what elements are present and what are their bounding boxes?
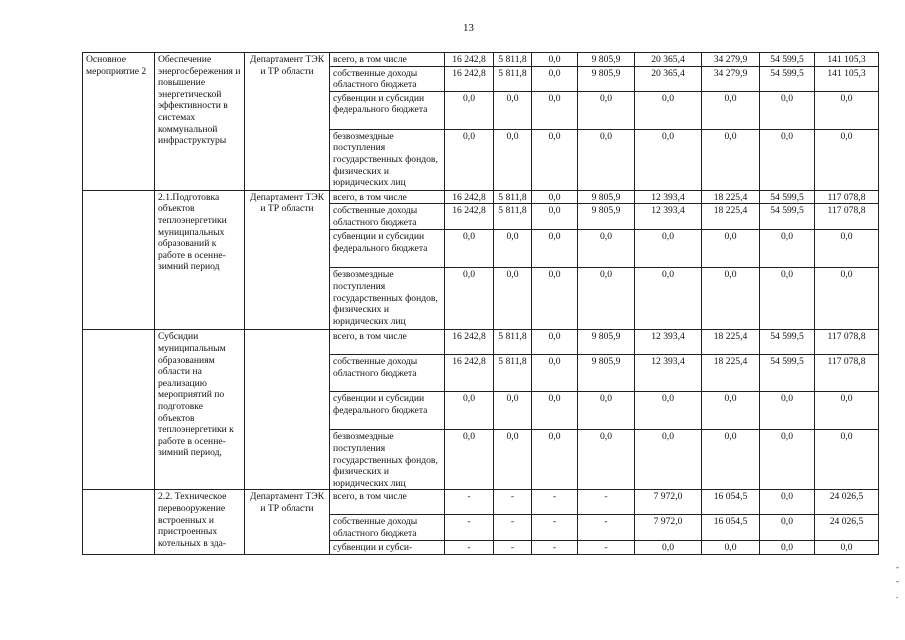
value-cell: 5 811,8	[494, 53, 532, 67]
value-cell: 0,0	[702, 91, 760, 129]
funding-source-cell: собственные доходы областного бюджета	[330, 204, 445, 230]
value-cell: 0,0	[494, 129, 532, 190]
value-cell: 0,0	[760, 268, 815, 330]
value-cell: 0,0	[578, 129, 635, 190]
activity-cell: Основное мероприятие 2	[83, 53, 155, 191]
executor-cell: Департамент ТЭК и ТР области	[245, 190, 330, 330]
value-cell: 0,0	[532, 66, 578, 91]
value-cell: 0,0	[494, 268, 532, 330]
value-cell: 54 599,5	[760, 330, 815, 355]
value-cell: 0,0	[760, 91, 815, 129]
value-cell: 9 805,9	[578, 53, 635, 67]
edge-mark: -	[896, 562, 899, 572]
funding-source-cell: субвенции и субсидии федерального бюджета	[330, 392, 445, 430]
value-cell: 16 242,8	[445, 330, 494, 355]
executor-cell: Департамент ТЭК и ТР области	[245, 490, 330, 554]
value-cell: -	[532, 540, 578, 554]
measure-cell: 2.1.Подготовка объектов теплоэнергетики муниципальных образований к работе в осенне-зимний период	[155, 190, 245, 330]
value-cell: 16 242,8	[445, 66, 494, 91]
value-cell: 7 972,0	[635, 515, 702, 540]
funding-source-cell: всего, в том числе	[330, 490, 445, 515]
value-cell: 34 279,9	[702, 53, 760, 67]
value-cell: 0,0	[532, 230, 578, 268]
value-cell: 0,0	[702, 230, 760, 268]
value-cell: 9 805,9	[578, 330, 635, 355]
value-cell: 9 805,9	[578, 204, 635, 230]
value-cell: 0,0	[815, 540, 879, 554]
value-cell: 0,0	[760, 490, 815, 515]
funding-source-cell: субвенции и субсидии федерального бюджета	[330, 91, 445, 129]
value-cell: 34 279,9	[702, 66, 760, 91]
funding-source-cell: субвенции и субсидии федерального бюджета	[330, 230, 445, 268]
value-cell: 0,0	[445, 430, 494, 490]
value-cell: -	[532, 490, 578, 515]
value-cell: 0,0	[494, 430, 532, 490]
value-cell: -	[578, 490, 635, 515]
value-cell: 0,0	[815, 91, 879, 129]
funding-source-cell: всего, в том числе	[330, 53, 445, 67]
value-cell: 12 393,4	[635, 355, 702, 392]
activity-cell	[83, 190, 155, 330]
value-cell: 0,0	[702, 392, 760, 430]
value-cell: -	[532, 515, 578, 540]
measure-cell: Обеспечение энергосбережения и повышение энергетической эффективности в системах коммунальной инфраструктуры	[155, 53, 245, 191]
value-cell: 16 242,8	[445, 355, 494, 392]
value-cell: 0,0	[635, 268, 702, 330]
value-cell: 0,0	[702, 430, 760, 490]
value-cell: 0,0	[815, 392, 879, 430]
value-cell: 18 225,4	[702, 190, 760, 204]
value-cell: 0,0	[494, 91, 532, 129]
value-cell: 117 078,8	[815, 330, 879, 355]
value-cell: 0,0	[702, 540, 760, 554]
table-row	[83, 490, 879, 515]
value-cell: -	[445, 515, 494, 540]
value-cell: 0,0	[635, 129, 702, 190]
value-cell: -	[578, 540, 635, 554]
executor-cell	[245, 330, 330, 490]
value-cell: 0,0	[532, 190, 578, 204]
value-cell: 0,0	[532, 91, 578, 129]
funding-source-cell: безвозмездные поступления государственных фондов, физических и юридических лиц	[330, 430, 445, 490]
value-cell: 0,0	[532, 204, 578, 230]
value-cell: 0,0	[635, 230, 702, 268]
funding-source-cell: собственные доходы областного бюджета	[330, 66, 445, 91]
value-cell: 5 811,8	[494, 66, 532, 91]
funding-source-cell: всего, в том числе	[330, 190, 445, 204]
budget-table-body	[83, 53, 879, 555]
value-cell: 18 225,4	[702, 330, 760, 355]
value-cell: 0,0	[445, 230, 494, 268]
funding-source-cell: всего, в том числе	[330, 330, 445, 355]
value-cell: 54 599,5	[760, 355, 815, 392]
value-cell: -	[445, 540, 494, 554]
value-cell: 16 054,5	[702, 515, 760, 540]
value-cell: 141 105,3	[815, 66, 879, 91]
edge-marks	[896, 560, 899, 602]
value-cell: 54 599,5	[760, 190, 815, 204]
value-cell: 0,0	[445, 268, 494, 330]
value-cell: 0,0	[532, 355, 578, 392]
value-cell: -	[445, 490, 494, 515]
table-row	[83, 190, 879, 204]
value-cell: -	[494, 490, 532, 515]
funding-source-cell: собственные доходы областного бюджета	[330, 355, 445, 392]
table-row	[83, 53, 879, 67]
value-cell: -	[494, 540, 532, 554]
value-cell: 5 811,8	[494, 355, 532, 392]
value-cell: 5 811,8	[494, 190, 532, 204]
value-cell: 0,0	[532, 330, 578, 355]
value-cell: 0,0	[635, 540, 702, 554]
value-cell: 7 972,0	[635, 490, 702, 515]
measure-cell: 2.2. Техническое перевооружение встроенных и пристроенных котельных в зда-	[155, 490, 245, 554]
value-cell: 0,0	[494, 230, 532, 268]
value-cell: 141 105,3	[815, 53, 879, 67]
value-cell: 16 242,8	[445, 190, 494, 204]
value-cell: 16 242,8	[445, 204, 494, 230]
activity-cell	[83, 330, 155, 490]
value-cell: 9 805,9	[578, 190, 635, 204]
value-cell: 0,0	[635, 392, 702, 430]
value-cell: 16 242,8	[445, 53, 494, 67]
value-cell: 0,0	[635, 91, 702, 129]
value-cell: 0,0	[760, 540, 815, 554]
value-cell: 0,0	[578, 268, 635, 330]
value-cell: 0,0	[578, 392, 635, 430]
value-cell: 0,0	[815, 230, 879, 268]
value-cell: 24 026,5	[815, 515, 879, 540]
activity-cell	[83, 490, 155, 554]
value-cell: 0,0	[532, 53, 578, 67]
value-cell: 18 225,4	[702, 355, 760, 392]
value-cell: 0,0	[702, 268, 760, 330]
value-cell: 0,0	[532, 129, 578, 190]
value-cell: 0,0	[445, 91, 494, 129]
value-cell: 54 599,5	[760, 53, 815, 67]
value-cell: 5 811,8	[494, 330, 532, 355]
value-cell: 5 811,8	[494, 204, 532, 230]
value-cell: 117 078,8	[815, 190, 879, 204]
value-cell: 0,0	[578, 91, 635, 129]
value-cell: -	[494, 515, 532, 540]
executor-cell: Департамент ТЭК и ТР области	[245, 53, 330, 191]
value-cell: 54 599,5	[760, 204, 815, 230]
funding-source-cell: собственные доходы областного бюджета	[330, 515, 445, 540]
value-cell: 0,0	[445, 392, 494, 430]
edge-mark: -	[896, 576, 899, 586]
value-cell: 24 026,5	[815, 490, 879, 515]
value-cell: 0,0	[494, 392, 532, 430]
value-cell: 117 078,8	[815, 355, 879, 392]
value-cell: 20 365,4	[635, 53, 702, 67]
funding-source-cell: безвозмездные поступления государственных фондов, физических и юридических лиц	[330, 129, 445, 190]
value-cell: 0,0	[815, 268, 879, 330]
value-cell: 0,0	[760, 392, 815, 430]
value-cell: 16 054,5	[702, 490, 760, 515]
value-cell: 12 393,4	[635, 204, 702, 230]
value-cell: 0,0	[532, 392, 578, 430]
value-cell: 12 393,4	[635, 190, 702, 204]
value-cell: 9 805,9	[578, 66, 635, 91]
value-cell: 0,0	[445, 129, 494, 190]
value-cell: 9 805,9	[578, 355, 635, 392]
funding-source-cell: субвенции и субси-	[330, 540, 445, 554]
page-number: 13	[463, 22, 474, 34]
value-cell: 0,0	[760, 230, 815, 268]
budget-table	[82, 52, 879, 555]
value-cell: 0,0	[578, 230, 635, 268]
value-cell: 18 225,4	[702, 204, 760, 230]
value-cell: 12 393,4	[635, 330, 702, 355]
value-cell: -	[578, 515, 635, 540]
value-cell: 0,0	[760, 515, 815, 540]
value-cell: 0,0	[635, 430, 702, 490]
value-cell: 20 365,4	[635, 66, 702, 91]
value-cell: 0,0	[760, 430, 815, 490]
edge-mark: .	[896, 590, 899, 600]
value-cell: 0,0	[760, 129, 815, 190]
funding-source-cell: безвозмездные поступления государственных фондов, физических и юридических лиц	[330, 268, 445, 330]
value-cell: 0,0	[702, 129, 760, 190]
value-cell: 0,0	[532, 268, 578, 330]
value-cell: 0,0	[815, 129, 879, 190]
value-cell: 54 599,5	[760, 66, 815, 91]
table-row	[83, 330, 879, 355]
value-cell: 0,0	[532, 430, 578, 490]
value-cell: 0,0	[815, 430, 879, 490]
value-cell: 0,0	[578, 430, 635, 490]
value-cell: 117 078,8	[815, 204, 879, 230]
measure-cell: Субсидии муниципальным образованиям области на реализацию мероприятий по подготовке объектов теплоэнергетики к работе в осенне-зимний период,	[155, 330, 245, 490]
